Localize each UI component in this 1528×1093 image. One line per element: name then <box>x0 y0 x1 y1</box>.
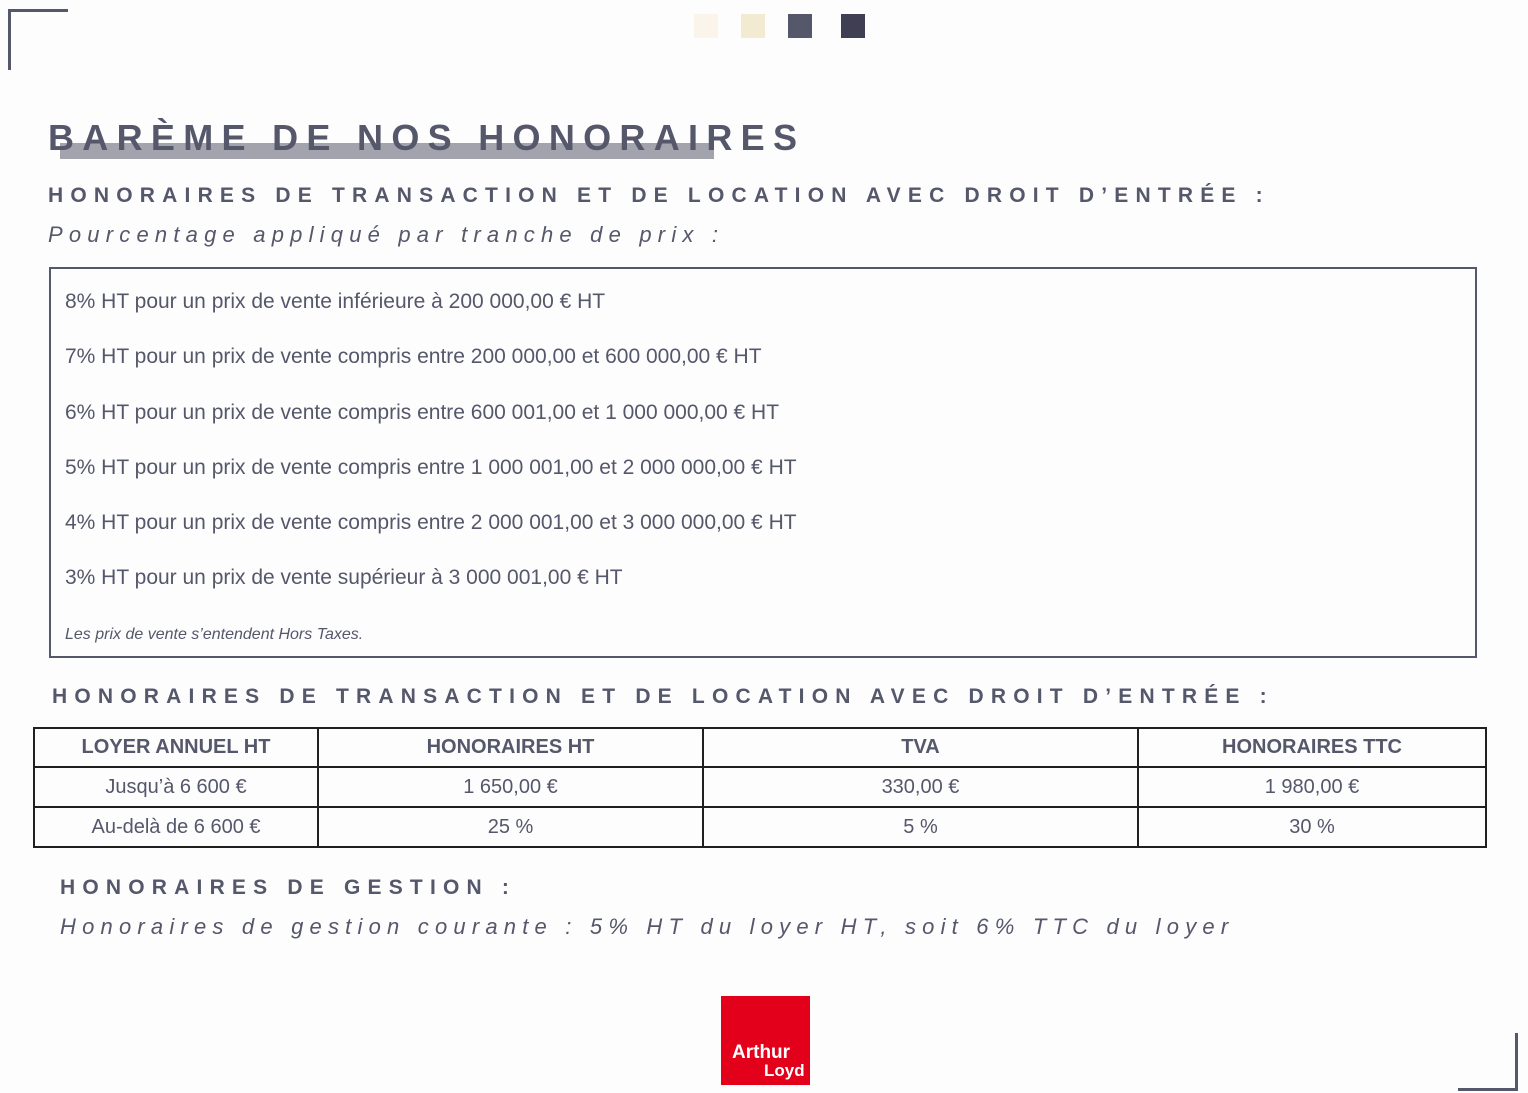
logo-line-2: Loyd <box>764 1061 805 1080</box>
table-header-row <box>34 728 1486 767</box>
rate-line: 8% HT pour un prix de vente inférieure à 200 000,00 € HT <box>65 290 606 313</box>
transaction-subheading: Pourcentage appliqué par tranche de prix : <box>48 222 725 247</box>
rates-note: Les prix de vente s’entendent Hors Taxes. <box>65 626 364 643</box>
table-cell: Jusqu’à 6 600 € <box>34 767 318 807</box>
color-swatch-2 <box>741 14 765 38</box>
table-cell: 1 650,00 € <box>318 767 703 807</box>
header-loyer-annuel: LOYER ANNUEL HT <box>34 728 318 767</box>
rental-fees-table <box>33 727 1487 848</box>
header-tva: TVA <box>703 728 1138 767</box>
corner-frame-bottom-right <box>1458 1033 1518 1091</box>
header-honoraires-ht: HONORAIRES HT <box>318 728 703 767</box>
management-heading: HONORAIRES DE GESTION : <box>60 876 517 899</box>
arthur-loyd-logo <box>721 996 810 1085</box>
table-cell: Au-delà de 6 600 € <box>34 807 318 847</box>
rental-heading: HONORAIRES DE TRANSACTION ET DE LOCATION AVEC DROIT D’ENTRÉE : <box>52 685 1274 708</box>
page-title: BARÈME DE NOS HONORAIRES <box>48 117 806 158</box>
header-honoraires-ttc: HONORAIRES TTC <box>1138 728 1486 767</box>
arthur-loyd-logo-icon <box>721 996 810 1085</box>
color-swatch-3 <box>788 14 812 38</box>
rates-box <box>49 267 1477 658</box>
rate-line: 5% HT pour un prix de vente compris entre 1 000 001,00 et 2 000 000,00 € HT <box>65 456 797 479</box>
color-swatch-4 <box>841 14 865 38</box>
table-cell: 1 980,00 € <box>1138 767 1486 807</box>
rate-line: 6% HT pour un prix de vente compris entre 600 001,00 et 1 000 000,00 € HT <box>65 401 780 424</box>
color-swatch-1 <box>694 14 718 38</box>
table-row <box>34 807 1486 847</box>
table-cell: 25 % <box>318 807 703 847</box>
table-cell: 5 % <box>703 807 1138 847</box>
transaction-heading: HONORAIRES DE TRANSACTION ET DE LOCATION AVEC DROIT D’ENTRÉE : <box>48 184 1270 207</box>
rate-line: 7% HT pour un prix de vente compris entre 200 000,00 et 600 000,00 € HT <box>65 345 762 368</box>
rate-line: 4% HT pour un prix de vente compris entre 2 000 001,00 et 3 000 000,00 € HT <box>65 511 797 534</box>
table-cell: 330,00 € <box>703 767 1138 807</box>
rate-line: 3% HT pour un prix de vente supérieur à 3 000 001,00 € HT <box>65 566 623 589</box>
management-text: Honoraires de gestion courante : 5% HT du loyer HT, soit 6% TTC du loyer <box>60 914 1235 939</box>
table-row <box>34 767 1486 807</box>
color-swatches <box>0 14 1528 38</box>
page-title-block <box>48 116 805 160</box>
logo-line-1: Arthur <box>732 1042 791 1063</box>
table-cell: 30 % <box>1138 807 1486 847</box>
